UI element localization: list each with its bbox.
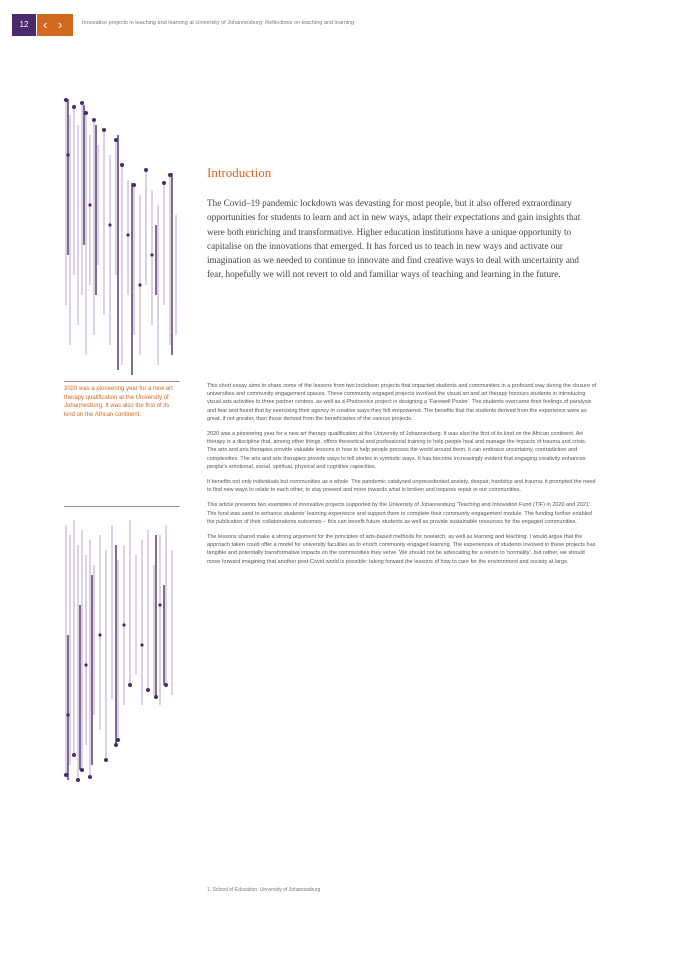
lead-paragraph: The Covid–19 pandemic lockdown was devasting for most people, but it also offered extraordinary opportunities for students to learn and act in new ways, adapt their expectations and gain insights that were both enriching and transformative. Higher education institutions have a unique opportunity to capitalise on the innovations that emerged. It has forced us to teach in new ways and activate our imagination as we needed to continue to innovate and find creative ways to deal with uncertainty and fear, hopefully we will not revert to old and familiar ways of teaching and learning in the future.: [207, 198, 581, 280]
page-navigation: [37, 14, 73, 36]
body-text: [207, 382, 597, 573]
running-title: Innovative projects in teaching and learning at University of Johannesburg: Reflections on teaching and learning: [82, 20, 355, 26]
quote-rule-bottom: [64, 506, 180, 507]
body-paragraph: It benefits not only individuals but communities as a whole. The pandemic catalysed unprecedented anxiety, despair, hardship and trauma; it prompted the need to find new ways to relate to each other, to stay present and more towards what is broken and requires repair in our communities.: [207, 479, 596, 494]
footnote: 1. School of Education, University of Johannesburg: [207, 887, 321, 893]
body-paragraph: 2020 was a pioneering year for a new art therapy qualification at the University of Johannesburg. It was also the first of its kind on the African continent. Art therapy is a discipline that, among other things, offers theoretical and professional training to help people heal and manage the impacts of trauma and crisis. The arts and arts therapies provide valuable lessons in how to help people process the world around them, it can embrace uncertainty, contradiction and complexities. The arts and arts therapies provide ways to tell stories in symbolic ways. It has become increasingly evident that engaging creativity enhances people's emotional, social, spiritual, physical and cognitive capacities.: [207, 431, 587, 470]
decorative-line-art-bottom: [60, 515, 190, 790]
chevron-right-icon[interactable]: ›: [58, 17, 63, 32]
body-paragraph: The lessons shared make a strong argument for the principles of arts-based methods for research, as well as learning and teaching. I would argue that the approach taken could offer a model for university faculties as to enrich community engaged learning. The experiences of students involved in these projects has tangible and potentially transformative impacts on the communities they serve. We should not be advocating for a return to 'normality', but rather, we should move forward imagining that another post-Covid world is possible: taking forward the lessons of how to care for the environment and society at large.: [207, 534, 596, 565]
pull-quote: 2020 was a pioneering year for a new art therapy qualification at the University of Johannesburg. It was also the first of its kind on the African continent.: [64, 386, 173, 418]
top-bar: [0, 14, 680, 36]
body-paragraph: This article presents two examples of innovative projects supported by the University of Johannesburg 'Teaching and Innovation Fund (TIF) in 2020 and 2021'. The fund was used to enhance students' learning experience and support them to complete their community engagement module. The funding further enabled the publication of their collaborations outcomes – this can benefit future students as well as provide sustainable resources for the engaged communities.: [207, 502, 592, 525]
page-number: 12: [12, 14, 36, 36]
chevron-left-icon[interactable]: ‹: [43, 17, 48, 32]
section-heading: Introduction: [207, 165, 272, 180]
body-paragraph: This short essay aims to share some of the lessons from two lockdown projects that impacted students and communities in a profound way during the closure of universities and community engagement spaces. These community engaged projects involved the visual art and art therapy honours students in introducing visual arts activities to three partner centres, as well as a Photovoice project in designing a 'Farewell Poster'. The students overcame their feelings of paralysis and fear and found that by exercising their agency in creative ways they felt empowered. The benefits that the students derived from the experience were as great, if not greater, than those derived from the beneficiaries of the various projects.: [207, 383, 597, 422]
quote-rule-top: [64, 381, 180, 382]
decorative-line-art-top: [60, 95, 190, 375]
